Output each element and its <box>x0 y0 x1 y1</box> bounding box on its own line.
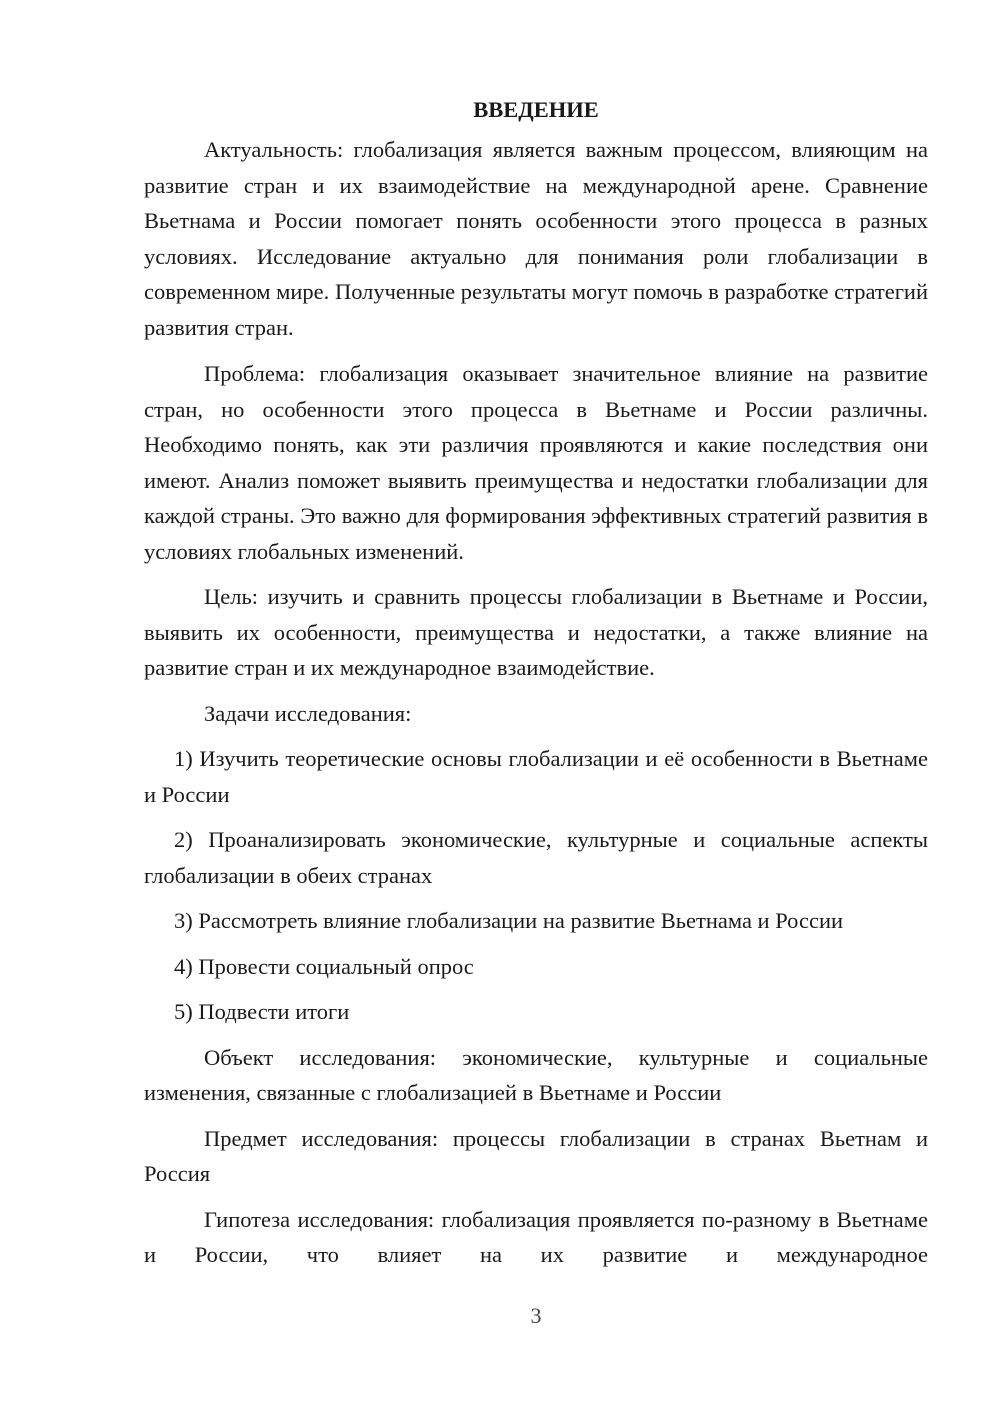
paragraph-goal: Цель: изучить и сравнить процессы глобализации в Вьетнаме и России, выявить их особенности, преимущества и недостатки, а также влияние на развитие стран и их международное взаимодействие. <box>144 584 928 680</box>
document-page <box>144 92 928 1283</box>
section-heading: ВВЕДЕНИЕ <box>473 97 599 122</box>
task-item-4: 4) Провести социальный опрос <box>174 953 474 979</box>
paragraph-problem: Проблема: глобализация оказывает значительное влияние на развитие стран, но особенности этого процесса в Вьетнаме и России различны. Необходимо понять, как эти различия проявляются и какие последствия они имеют. Анализ поможет выявить преимущества и недостатки глобализации для каждой страны. Это важно для формирования эффективных стратегий развития в условиях глобальных изменений. <box>144 361 928 564</box>
paragraph-subject: Предмет исследования: процессы глобализации в странах Вьетнам и Россия <box>144 1125 928 1186</box>
task-item-5: 5) Подвести итоги <box>174 999 350 1024</box>
task-item-1: 1) Изучить теоретические основы глобализации и её особенности в Вьетнаме и России <box>144 746 928 807</box>
task-item-2: 2) Проанализировать экономические, культурные и социальные аспекты глобализации в обеих странах <box>144 827 928 888</box>
paragraph-relevance: Актуальность: глобализация является важным процессом, влияющим на развитие стран и их взаимодействие на международной арене. Сравнение Вьетнама и России помогает понять особенности этого процесса в разных условиях. Исследование актуально для понимания роли глобализации в современном мире. Полученные результаты могут помочь в разработке стратегий развития стран. <box>144 137 928 340</box>
paragraph-hypothesis: Гипотеза исследования: глобализация проявляется по-разному в Вьетнаме и России, что влияет на их развитие и международное <box>144 1206 928 1267</box>
paragraph-object: Объект исследования: экономические, культурные и социальные изменения, связанные с глобализацией в Вьетнаме и России <box>144 1044 928 1105</box>
tasks-heading: Задачи исследования: <box>204 700 412 726</box>
task-item-3: 3) Рассмотреть влияние глобализации на развитие Вьетнама и России <box>174 908 844 933</box>
page-number: 3 <box>530 1303 542 1328</box>
